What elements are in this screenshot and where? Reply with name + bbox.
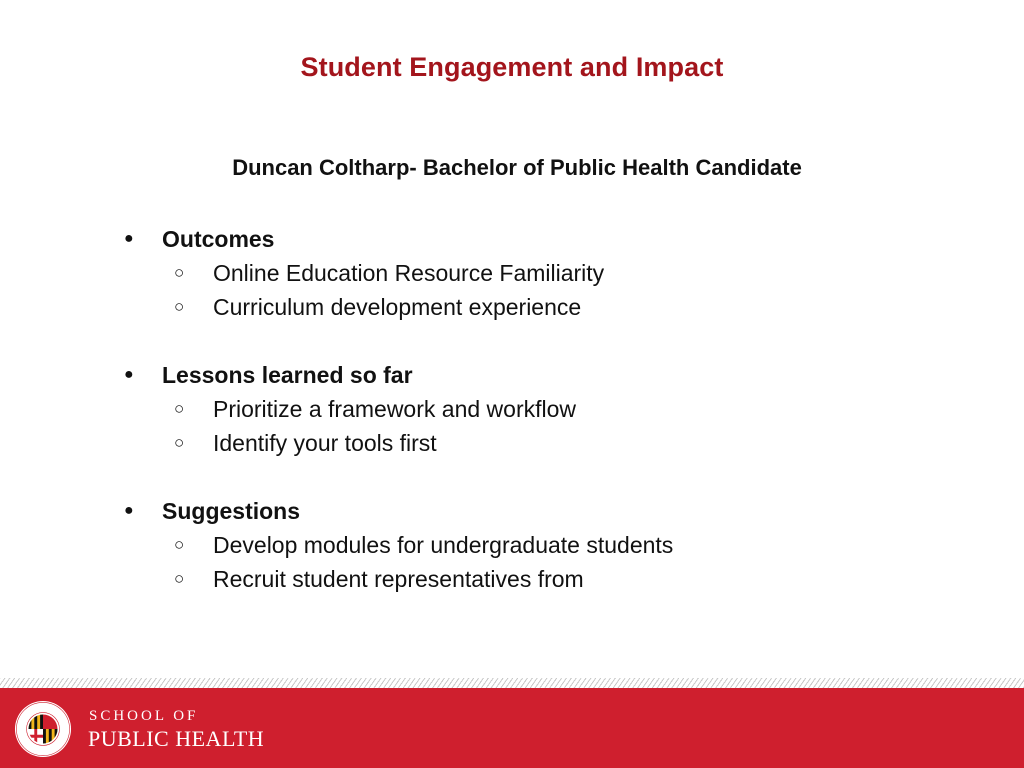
footer-public-health: PUBLIC HEALTH <box>88 726 265 751</box>
sub-bullet-item <box>0 528 1024 562</box>
section-suggestions <box>0 494 1024 596</box>
sub-bullet-text: Develop modules for undergraduate students <box>213 532 674 558</box>
bullet-item <box>0 222 1024 256</box>
bullet-dot-icon: ● <box>124 502 134 519</box>
bullet-heading: Outcomes <box>162 226 275 252</box>
sub-bullet-item <box>0 562 1024 596</box>
university-seal-icon <box>14 700 72 758</box>
section-lessons <box>0 358 1024 460</box>
sub-bullet-circle-icon: ○ <box>174 433 185 452</box>
bullet-heading: Suggestions <box>162 498 301 524</box>
bullet-item <box>0 494 1024 528</box>
footer-banner <box>0 688 1024 768</box>
section-outcomes <box>0 222 1024 324</box>
bullet-dot-icon: ● <box>124 366 134 383</box>
sub-bullet-circle-icon: ○ <box>174 535 185 554</box>
bullet-item <box>0 358 1024 392</box>
sub-bullet-circle-icon: ○ <box>174 399 185 418</box>
sub-bullet-text: Prioritize a framework and workflow <box>213 396 577 422</box>
bullet-list <box>0 222 1024 630</box>
bullet-heading: Lessons learned so far <box>162 362 413 388</box>
slide-subtitle: Duncan Coltharp- Bachelor of Public Health Candidate <box>232 155 802 180</box>
sub-bullet-text: Identify your tools first <box>213 430 437 456</box>
sub-bullet-circle-icon: ○ <box>174 297 185 316</box>
sub-bullet-circle-icon: ○ <box>174 263 185 282</box>
footer-hatched-stripe <box>0 678 1024 688</box>
sub-bullet-text: Curriculum development experience <box>213 294 582 320</box>
slide-title: Student Engagement and Impact <box>300 52 724 82</box>
sub-bullet-item <box>0 392 1024 426</box>
sub-bullet-item <box>0 290 1024 324</box>
bullet-dot-icon: ● <box>124 230 134 247</box>
sub-bullet-circle-icon: ○ <box>174 569 185 588</box>
footer-school-of: SCHOOL OF <box>89 708 199 724</box>
sub-bullet-item <box>0 426 1024 460</box>
sub-bullet-text: Online Education Resource Familiarity <box>213 260 605 286</box>
sub-bullet-text: Recruit student representatives from <box>213 566 584 592</box>
sub-bullet-item <box>0 256 1024 290</box>
